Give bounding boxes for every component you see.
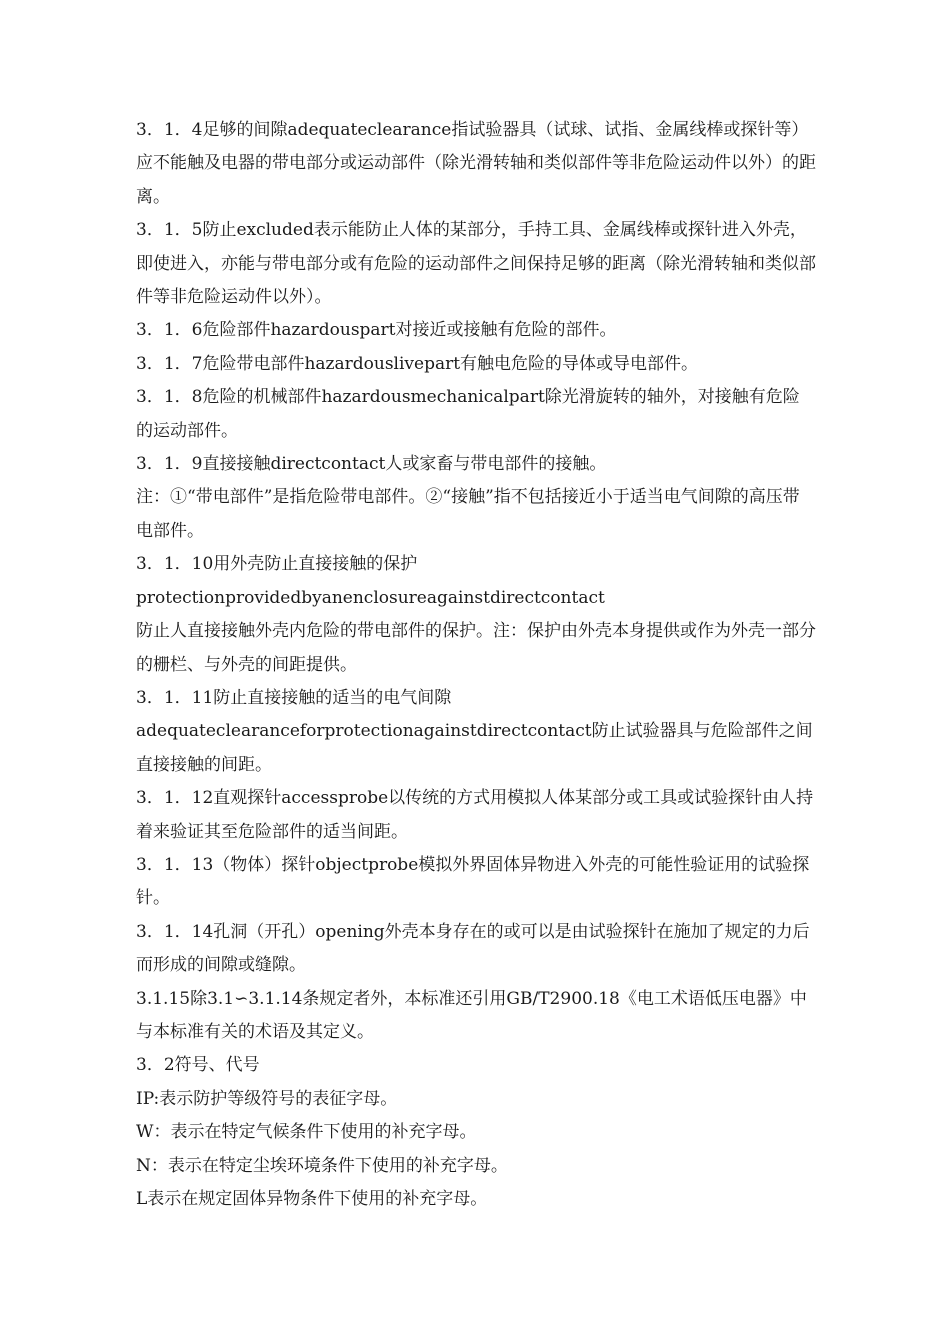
clause-3-1-13: 3．1．13（物体）探针objectprobe模拟外界固体异物进入外壳的可能性验证用的试验探针。: [136, 854, 810, 909]
section-3-2-heading: 3．2符号、代号: [136, 1055, 260, 1076]
symbol-w: W：表示在特定气候条件下使用的补充字母。: [136, 1122, 477, 1143]
clause-3-1-4: 3．1．4足够的间隙adequateclearance指试验器具（试球、试指、金属线棒或探针等）应不能触及电器的带电部分或运动部件（除光滑转轴和类似部件等非危险运动件以外）的距离。: [136, 120, 816, 207]
clause-3-1-8: 3．1．8危险的机械部件hazardousmechanicalpart除光滑旋转的轴外，对接触有危险的运动部件。: [136, 387, 800, 441]
clause-3-1-12: 3．1．12直观探针accessprobe以传统的方式用模拟人体某部分或工具或试验探针由人持着来验证其至危险部件的适当间距。: [136, 788, 814, 842]
document-page: [136, 114, 816, 1216]
clause-3-1-6: 3．1．6危险部件hazardouspart对接近或接触有危险的部件。: [136, 320, 617, 341]
clause-3-1-9: 3．1．9直接接触directcontact人或家畜与带电部件的接触。: [136, 454, 607, 475]
clause-3-1-14: 3．1．14孔洞（开孔）opening外壳本身存在的或可以是由试验探针在施加了规定的力后而形成的间隙或缝隙。: [136, 921, 810, 976]
symbol-l: L表示在规定固体异物条件下使用的补充字母。: [136, 1189, 488, 1209]
clause-3-1-5: 3．1．5防止excluded表示能防止人体的某部分，手持工具、金属线棒或探针进入外壳，即使进入，亦能与带电部分或有危险的运动部件之间保持足够的距离（除光滑转轴和类似部件等非危险运动件以外）。: [136, 220, 816, 308]
clause-3-1-11-title: 3．1．11防止直接接触的适当的电气间隙: [136, 687, 452, 708]
note-3-1-9: 注：①“带电部件”是指危险带电部件。②“接触”指不包括接近小于适当电气间隙的高压带电部件。: [136, 487, 800, 541]
clause-3-1-10-term: protectionprovidedbyanenclosureagainstdirectcontact: [136, 587, 605, 608]
symbol-ip: IP:表示防护等级符号的表征字母。: [136, 1088, 398, 1109]
clause-3-1-10-title: 3．1．10用外壳防止直接接触的保护: [136, 554, 418, 575]
clause-3-1-7: 3．1．7危险带电部件hazardouslivepart有触电危险的导体或导电部件。: [136, 353, 699, 374]
clause-3-1-10-definition: 防止人直接接触外壳内危险的带电部件的保护。注：保护由外壳本身提供或作为外壳一部分的栅栏、与外壳的间距提供。: [136, 621, 816, 675]
clause-3-1-11-definition: adequateclearanceforprotectionagainstdirectcontact防止试验器具与危险部件之间直接接触的间距。: [136, 721, 813, 775]
clause-3-1-15: 3.1.15除3.1∽3.1.14条规定者外，本标准还引用GB/T2900.18《电工术语低压电器》中与本标准有关的术语及其定义。: [136, 988, 807, 1042]
symbol-n: N：表示在特定尘埃环境条件下使用的补充字母。: [136, 1155, 508, 1176]
